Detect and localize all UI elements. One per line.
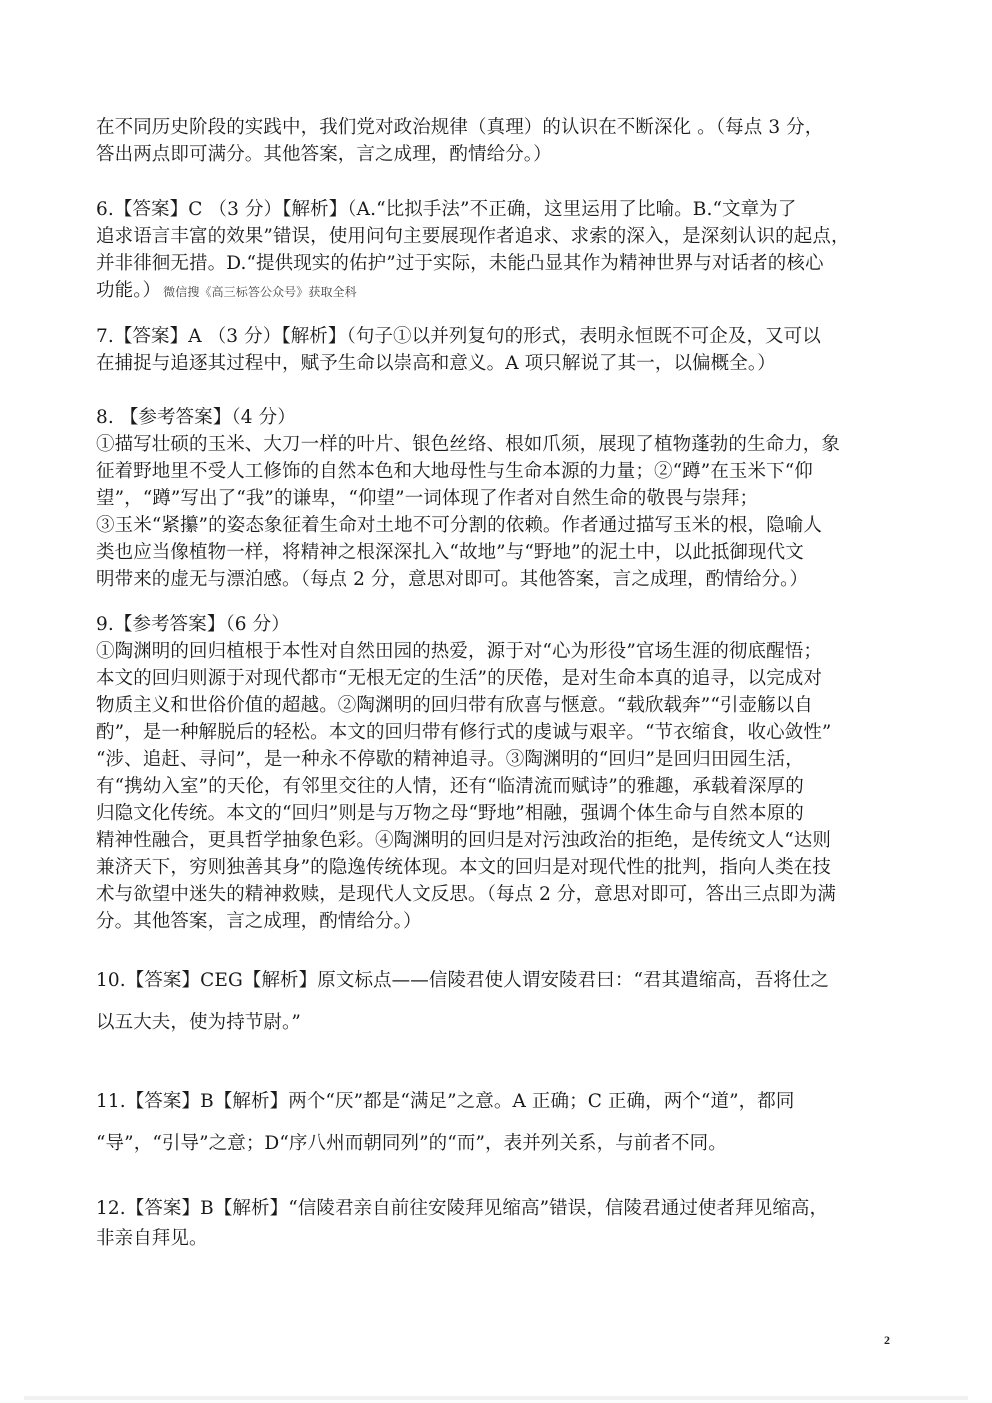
text-line: 以五大夫，使为持节尉。” (96, 1012, 301, 1033)
text-line: 精神性融合，更具哲学抽象色彩。④陶渊明的回归是对污浊政治的拒绝，是传统文人“达则 (96, 830, 831, 851)
text-line: 12.【答案】B【解析】“信陵君亲自前往安陵拜见缩高”错误，信陵君通过使者拜见缩高， (96, 1198, 829, 1219)
text-line: ①陶渊明的回归植根于本性对自然田园的热爱，源于对“心为形役”官场生涯的彻底醒悟； (96, 641, 822, 662)
text-line: 7.【答案】A （3 分）【解析】（句子①以并列复句的形式，表明永恒既不可企及，又可以 (96, 326, 821, 347)
text-line: 分。其他答案，言之成理，酌情给分。） (96, 911, 422, 932)
text-line: 答出两点即可满分。其他答案，言之成理，酌情给分。） (96, 144, 552, 165)
text-line: “涉、追赶、寻问”，是一种永不停歇的精神追寻。③陶渊明的“回归”是回归田园生活， (96, 749, 804, 770)
text-line: 在不同历史阶段的实践中，我们党对政治规律（真理）的认识在不断深化 。（每点 3 分， (96, 117, 824, 138)
text-line: ③玉米“紧攥”的姿态象征着生命对土地不可分割的依赖。作者通过描写玉米的根，隐喻人 (96, 515, 822, 536)
text-line: 兼济天下，穷则独善其身”的隐逸传统体现。本文的回归是对现代性的批判，指向人类在技 (96, 857, 831, 878)
text-line: 明带来的虚无与漂泊感。（每点 2 分，意思对即可。其他答案，言之成理，酌情给分。） (96, 569, 809, 590)
page-number: 2 (884, 1333, 890, 1347)
text-line: 在捕捉与追逐其过程中，赋予生命以崇高和意义。A 项只解说了其一，以偏概全。） (96, 353, 776, 374)
text-line: 归隐文化传统。本文的“回归”则是与万物之母“野地”相融，强调个体生命与自然本原的 (96, 803, 804, 824)
text-line: 6.【答案】C （3 分）【解析】（A.“比拟手法”不正确，这里运用了比喻。B.“文章为了 (96, 199, 797, 220)
answer-6 (96, 196, 896, 306)
text-line: “导”，“引导”之意；D“序八州而朝同列”的“而”，表并列关系，与前者不同。 (96, 1133, 727, 1154)
answer-9 (96, 611, 896, 935)
text-line: 8. 【参考答案】（4 分） (96, 407, 296, 428)
intro-paragraph (96, 114, 896, 168)
answer-12 (96, 1194, 896, 1254)
text-line: 有“携幼入室”的天伦，有邻里交往的人情，还有“临清流而赋诗”的雅趣，承载着深厚的 (96, 776, 804, 797)
text-line: ①描写壮硕的玉米、大刀一样的叶片、银色丝络、根如爪须，展现了植物蓬勃的生命力，象 (96, 434, 841, 455)
answer-7 (96, 323, 896, 377)
text-line (96, 277, 896, 306)
promo-note: 微信搜《高三标答公众号》获取全科 (163, 285, 357, 299)
text-line: 并非徘徊无措。D.“提供现实的佑护”过于实际，未能凸显其作为精神世界与对话者的核心 (96, 253, 824, 274)
text-line: 酌”，是一种解脱后的轻松。本文的回归带有修行式的虔诚与艰辛。“节衣缩食，收心敛性” (96, 722, 832, 743)
answer-11 (96, 1081, 896, 1165)
text-line: 征着野地里不受人工修饰的自然本色和大地母性与生命本源的力量；②“蹲”在玉米下“仰 (96, 461, 813, 482)
text-line: 9.【参考答案】（6 分） (96, 614, 290, 635)
answer-10 (96, 960, 896, 1044)
text-line-end: 功能。） (96, 280, 162, 301)
text-line: 本文的回归则源于对现代都市“无根无定的生活”的厌倦，是对生命本真的追寻，以完成对 (96, 668, 822, 689)
text-line: 物质主义和世俗价值的超越。②陶渊明的回归带有欣喜与惬意。“载欣载奔”“引壶觞以自 (96, 695, 813, 716)
text-line: 类也应当像植物一样，将精神之根深深扎入“故地”与“野地”的泥土中，以此抵御现代文 (96, 542, 804, 563)
page-bottom-divider (24, 1396, 968, 1400)
text-line: 11.【答案】B【解析】两个“厌”都是“满足”之意。A 正确；C 正确，两个“道”，都同 (96, 1091, 795, 1112)
text-line: 望”，“蹲”写出了“我”的谦卑，“仰望”一词体现了作者对自然生命的敬畏与崇拜； (96, 488, 759, 509)
text-line: 术与欲望中迷失的精神救赎，是现代人文反思。（每点 2 分，意思对即可，答出三点即为满 (96, 884, 836, 905)
text-line: 非亲自拜见。 (96, 1228, 208, 1249)
text-line: 10.【答案】CEG【解析】原文标点——信陵君使人谓安陵君曰：“君其遣缩高，吾将仕之 (96, 970, 830, 991)
answer-8 (96, 404, 896, 593)
text-line: 追求语言丰富的效果”错误，使用问句主要展现作者追求、求索的深入，是深刻认识的起点， (96, 226, 850, 247)
